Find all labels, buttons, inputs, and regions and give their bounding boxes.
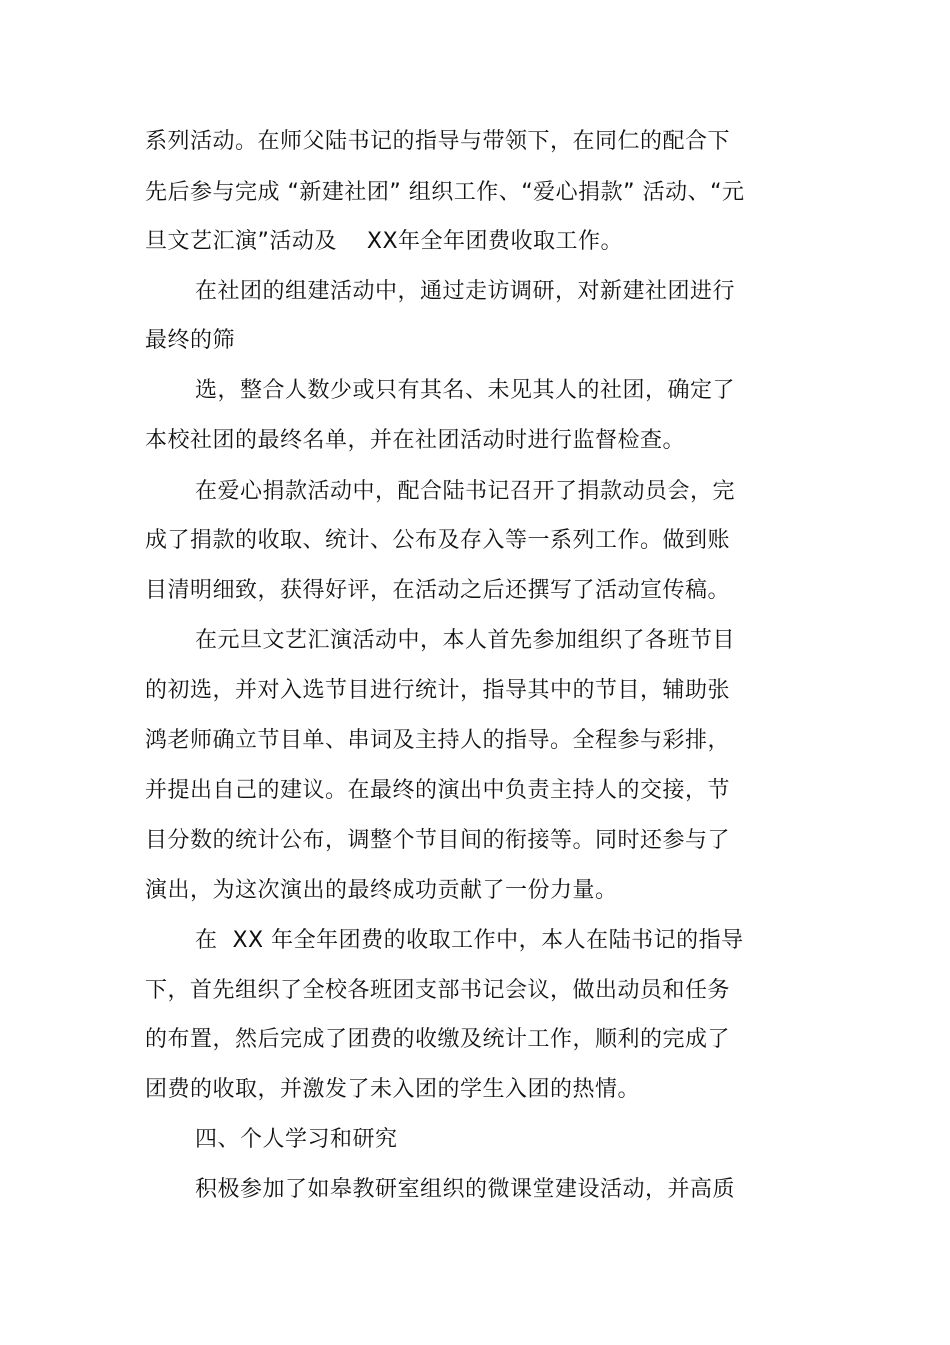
text-line: 系列活动。在师父陆书记的指导与带领下，在同仁的配合下	[145, 129, 731, 154]
text-line: 成了捐款的收取、统计、公布及存入等一系列工作。做到账	[145, 528, 731, 553]
text-line: 演出，为这次演出的最终成功贡献了一份力量。	[145, 878, 618, 903]
text-line: 最终的筛	[145, 328, 236, 353]
text-line: 下，首先组织了全校各班团支部书记会议，做出动员和任务	[145, 978, 731, 1003]
text-line: 本校社团的最终名单，并在社团活动时进行监督检查。	[145, 428, 686, 453]
section-heading: 四、个人学习和研究	[195, 1127, 398, 1152]
text-line: 先后参与完成 “新建社团” 组织工作、“爱心捐款” 活动、“元	[145, 180, 745, 205]
text-line: 并提出自己的建议。在最终的演出中负责主持人的交接，节	[145, 778, 731, 803]
text-line: 选，整合人数少或只有其名、未见其人的社团，确定了	[195, 378, 736, 403]
text-line: 的初选，并对入选节目进行统计，指导其中的节目，辅助张	[145, 678, 731, 703]
paragraph-start-line: 在社团的组建活动中，通过走访调研，对新建社团进行	[195, 279, 736, 304]
text-line: 团费的收取，并激发了未入团的学生入团的热情。	[145, 1077, 641, 1102]
text-line: 目分数的统计公布，调整个节目间的衔接等。同时还参与了	[145, 828, 731, 853]
paragraph-start-line: 在爱心捐款活动中，配合陆书记召开了捐款动员会，完	[195, 479, 736, 504]
paragraph-start-line: 积极参加了如皋教研室组织的微课堂建设活动，并高质	[195, 1177, 736, 1202]
paragraph-start-line: 在 XX 年全年团费的收取工作中，本人在陆书记的指导	[195, 928, 744, 953]
text-line: 的布置，然后完成了团费的收缴及统计工作，顺利的完成了	[145, 1027, 731, 1052]
text-line: 旦文艺汇演”活动及 XX年全年团费收取工作。	[145, 229, 624, 254]
paragraph-start-line: 在元旦文艺汇演活动中，本人首先参加组织了各班节目	[195, 628, 736, 653]
text-line: 目清明细致，获得好评，在活动之后还撰写了活动宣传稿。	[145, 578, 731, 603]
text-line: 鸿老师确立节目单、串词及主持人的指导。全程参与彩排，	[145, 728, 731, 753]
